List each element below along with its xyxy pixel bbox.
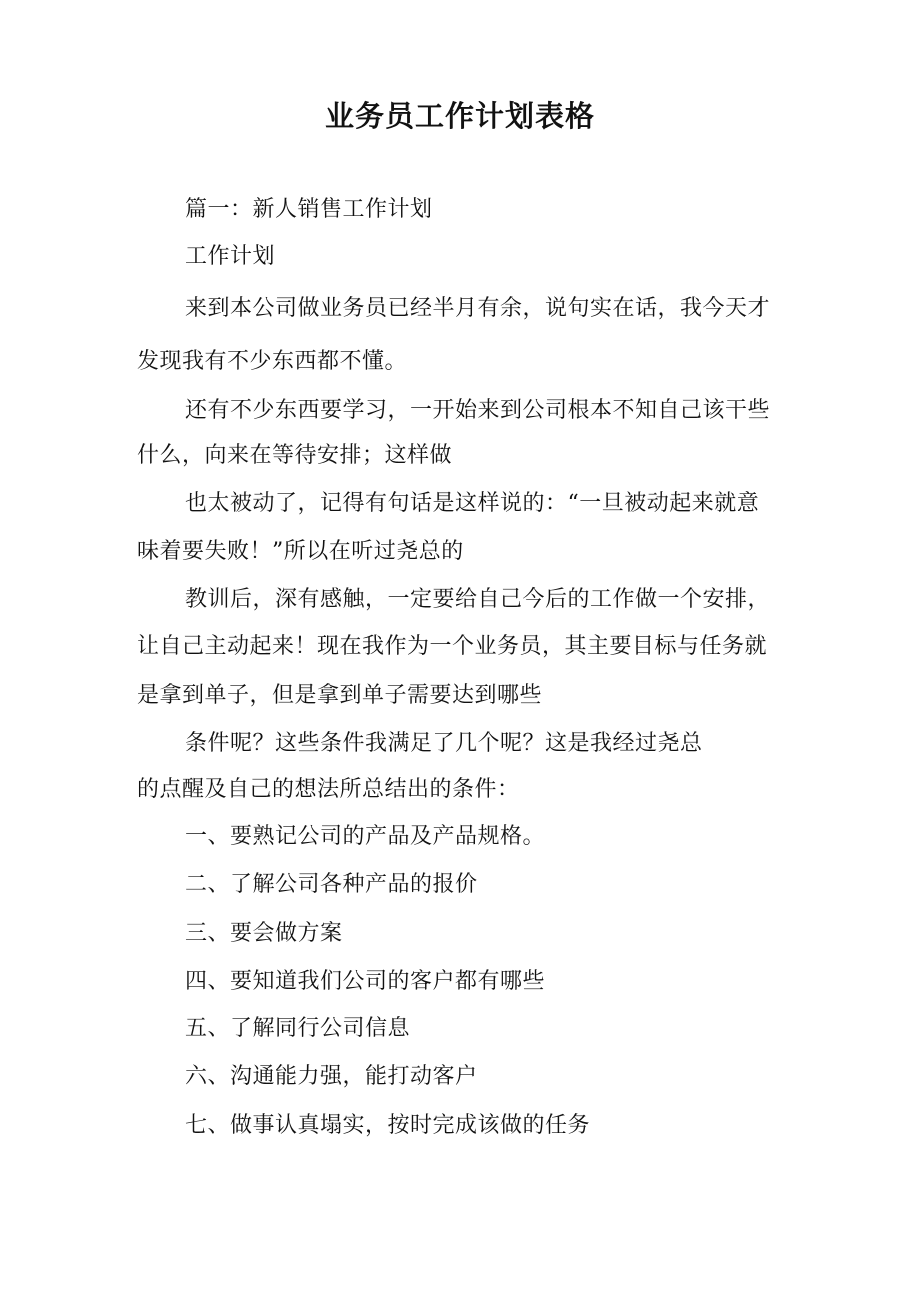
list-item: 三、要会做方案	[185, 921, 343, 946]
paragraph-line: 发现我有不少东西都不懂。	[137, 349, 408, 374]
paragraph-line: 来到本公司做业务员已经半月有余，说句实在话，我今天才	[185, 296, 771, 321]
list-item: 五、了解同行公司信息	[185, 1016, 411, 1041]
list-item: 六、沟通能力强，能打动客户	[185, 1064, 478, 1089]
list-item: 一、要熟记公司的产品及产品规格。	[185, 824, 546, 849]
section-heading: 篇一：新人销售工作计划	[185, 197, 433, 222]
paragraph-line: 让自己主动起来！现在我作为一个业务员，其主要目标与任务就	[137, 634, 768, 659]
list-item: 七、做事认真塌实，按时完成该做的任务	[185, 1113, 591, 1138]
paragraph-line: 什么，向来在等待安排；这样做	[137, 443, 453, 468]
list-item: 四、要知道我们公司的客户都有哪些	[185, 969, 546, 994]
paragraph-line: 也太被动了，记得有句话是这样说的：“一旦被动起来就意	[185, 491, 760, 516]
list-item: 二、了解公司各种产品的报价	[185, 872, 478, 897]
paragraph-line: 的点醒及自己的想法所总结出的条件：	[137, 777, 520, 802]
paragraph-line: 味着要失败！”所以在听过尧总的	[137, 539, 464, 564]
paragraph-line: 还有不少东西要学习，一开始来到公司根本不知自己该干些	[185, 398, 771, 423]
document-title: 业务员工作计划表格	[324, 99, 595, 133]
section-subheading: 工作计划	[185, 244, 276, 269]
paragraph-line: 条件呢？这些条件我满足了几个呢？这是我经过尧总	[185, 731, 703, 756]
paragraph-line: 是拿到单子，但是拿到单子需要达到哪些	[137, 683, 543, 708]
paragraph-line: 教训后，深有感触，一定要给自己今后的工作做一个安排，	[185, 587, 771, 612]
